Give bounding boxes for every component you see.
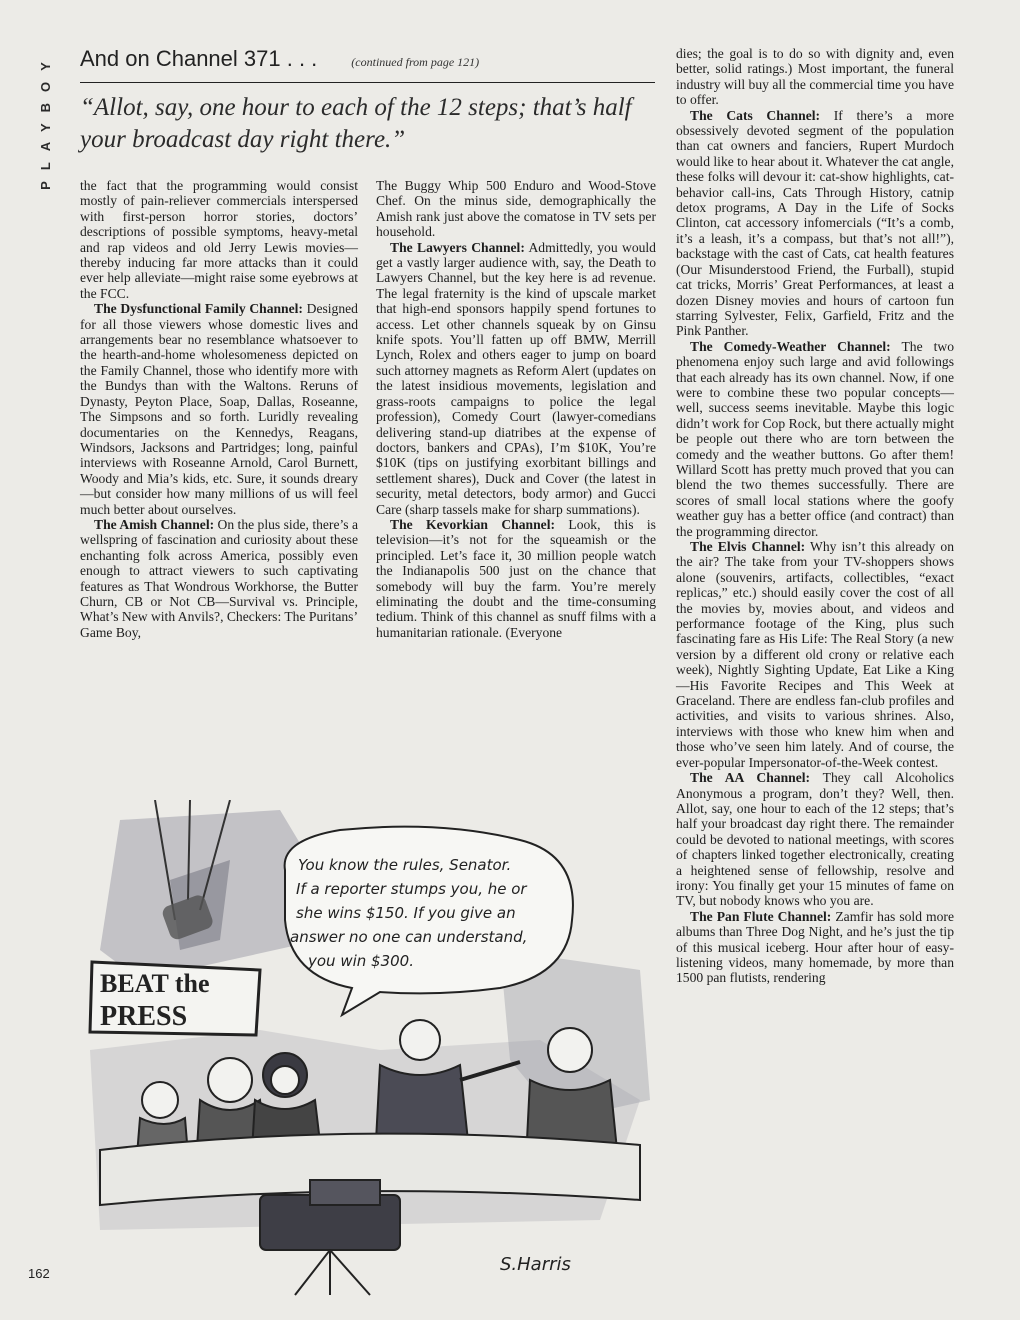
paragraph: dies; the goal is to do so with dignity and, even better, solid ratings.) Most important, the funeral industry will buy all the commercial time you have to offer. [676, 46, 954, 108]
beat-the-press-sign [90, 962, 260, 1035]
paragraph: The Lawyers Channel: Admittedly, you would get a vastly larger audience with, say, the Death to Lawyers Channel, but the key here is ad revenue. The legal fraternity is the kind of upscale market that high-end sponsors happily spend fortunes to access. Let other channels squeak by on Ginsu knife spots. You’ll fatten up off BMW, Merrill Lynch, Rolex and others eager to jump on board such attorney magnets as Reform Alert (updates on the latest insidious movements, legislation and grass-roots campaigns to police the legal profession), Comedy Court (lawyer-comedians delivering stand-up diatribes at the expense of doctors, bankers and CPAs), I’m $10K, You’re $10K (tips on justifying exorbitant billings and settlement shares), Duck and Cover (the latest in security, metal detectors, body armor) and Gucci Care (sharp tassels make for sharp summations). [376, 239, 656, 517]
section-heading: The Elvis Channel: [690, 539, 806, 554]
article-column-1 [80, 178, 358, 640]
paragraph: The Cats Channel: If there’s a more obsessively devoted segment of the population than cat owners and fanciers, Rupert Murdoch would like to hear about it. Whatever the cat angle, these folks will devour it: cat-show highlights, cat-behavior call-ins, Cats Through History, catnip detox programs, A Day in the Life of Socks Clinton, cat accessory infomercials (“It’s a comb, it’s a leash, it’s a compass, but that’s not all!”), backstage with the cast of Cats, cat health features (Our Misunderstood Friend, the Furball), stupid cat tricks, Morris’ Great Performances, at least a dozen Disney movies and hours of cartoon fun starring Sylvester, Felix, Garfield, Fritz and the Pink Panther. [676, 107, 954, 339]
section-heading: The Dysfunctional Family Channel: [94, 301, 303, 317]
tv-camera [260, 1180, 400, 1295]
magazine-sidebar-logo [30, 40, 60, 200]
section-heading: The Lawyers Channel: [390, 239, 525, 255]
continued-note: (continued from page 121) [351, 55, 480, 69]
sign-line-2: PRESS [100, 1001, 188, 1032]
paragraph: The Pan Flute Channel: Zamfir has sold more albums than Three Dog Night, and he’s just the tip of this musical iceberg. Hour after hour of easy-listening videos, many homemade, by more than 1500 pan flutists, rendering [676, 908, 954, 986]
paragraph: The Kevorkian Channel: Look, this is television—it’s not for the squeamish or the principled. Let’s face it, 30 million people watch the Indianapolis 500 just on the chance that somebody will buy the farm. You’re merely eliminating the doubt and the time-consuming tedium. Think of this channel as snuff films with a humanitarian rationale. (Everyone [376, 516, 656, 640]
section-heading: The AA Channel: [690, 770, 811, 786]
section-heading: The Kevorkian Channel: [390, 516, 555, 532]
paragraph: the fact that the programming would consist mostly of pain-reliever commercials interspersed with first-person horror stories, doctors’ descriptions of possible symptoms, heavy-metal and rap videos and old Jerry Lewis movies—thereby inducing far more attacks than it could ever help alleviate—might raise some eyebrows at the FCC. [80, 178, 358, 301]
paragraph: The Comedy-Weather Channel: The two phenomena enjoy such large and avid followings that each already has its own channel. Now, if one were to combine these two popular concepts—well, success seems inevitable. Maybe this logic didn’t work for Cop Rock, but there actually might be people out there who are torn between the comedy and the weather buttons. Go after them! Willard Scott has pretty much proved that you can blend the two themes successfully. There are scores of small local stations where the goofy weather guy has a better office (and contract) than the programming director. [676, 338, 954, 539]
pull-quote: “Allot, say, one hour to each of the 12 steps; that’s half your broadcast day right there.” [80, 94, 632, 153]
speech-line-2: If a reporter stumps you, he or [296, 880, 527, 898]
paragraph: The Elvis Channel: Why isn’t this already on the air? The take from your TV-shoppers shows alone (souvenirs, artifacts, collectibles, “exact replicas,” etc.) should easily cover the cost of all the movies by, movies about, and videos and performance footage of the King, plus such fascinating fare as His Life: The Real Story (a new version by a different old crony or relative each week), Nightly Sighting Update, Eat Like a King—His Favorite Recipes and This Week at Graceland. There are endless fan-club profiles and activities, and visits to various shrines. Also, interviews with those who knew him when and those who’ve seen him lately. And of course, the ever-popular Impersonator-of-the-Week contest. [676, 539, 954, 770]
magazine-name: PLAYBOY [37, 50, 53, 190]
paragraph: The Amish Channel: On the plus side, there’s a wellspring of fascination and curiosity about these enchanting folk across America, possibly even enough to attract viewers to such captivating features as That Wondrous Workhorse, the Butter Churn, CB or Not CB—Survival vs. Principle, What’s New with Anvils?, Checkers: The Puritans’ Game Boy, [80, 516, 358, 640]
article-column-3 [676, 46, 954, 986]
speech-line-4: answer no one can understand, [290, 928, 528, 946]
paragraph: The Dysfunctional Family Channel: Designed for all those viewers whose domestic lives and arrangements bear no resemblance whatsoever to the hearth-and-home wholesomeness depicted on the Family Channel, those who identify more with the Bundys than with the Waltons. Reruns of Dynasty, Peyton Place, Soap, Dallas, Roseanne, The Simpsons and so forth. Luridly revealing documentaries on the Kennedys, Reagans, Windsors, Jacksons and Partridges; long, painful interviews with Roseanne Arnold, Carol Burnett, Woody and Mia’s kids, etc. Sure, it sounds dreary—but consider how many millions of us will feel much better about ourselves. [80, 301, 358, 517]
sign-line-1: BEAT the [100, 969, 210, 998]
page-number: 162 [28, 1266, 50, 1281]
speech-line-1: You know the rules, Senator. [298, 856, 512, 874]
section-heading: The Pan Flute Channel: [690, 908, 832, 924]
cartoon-illustration [80, 800, 656, 1300]
section-heading: The Cats Channel: [690, 107, 821, 123]
article-header [80, 46, 655, 83]
cartoonist-signature: S.Harris [500, 1254, 571, 1275]
article-title: And on Channel 371 . . . [80, 46, 318, 71]
speech-line-5: you win $300. [308, 952, 414, 970]
speech-line-3: she wins $150. If you give an [296, 904, 516, 922]
paragraph: The AA Channel: They call Alcoholics Anonymous a program, don’t they? Well, then. Allot, say, one hour to each of the 12 steps; that’s half your broadcast day right there. The remainder could be devoted to national meetings, with scores of chapters linked together electronically, creating a heightened sense of fellowship, resolve and irony: You finally get your 15 minutes of fame on TV, but nobody knows who you are. [676, 770, 954, 909]
section-heading: The Comedy-Weather Channel: [690, 338, 891, 354]
paragraph: The Buggy Whip 500 Enduro and Wood-Stove Chef. On the minus side, demographically the Amish rank just above the comatose in TV sets per household. [376, 178, 656, 240]
article-column-2 [376, 178, 656, 640]
section-heading: The Amish Channel: [94, 516, 215, 532]
